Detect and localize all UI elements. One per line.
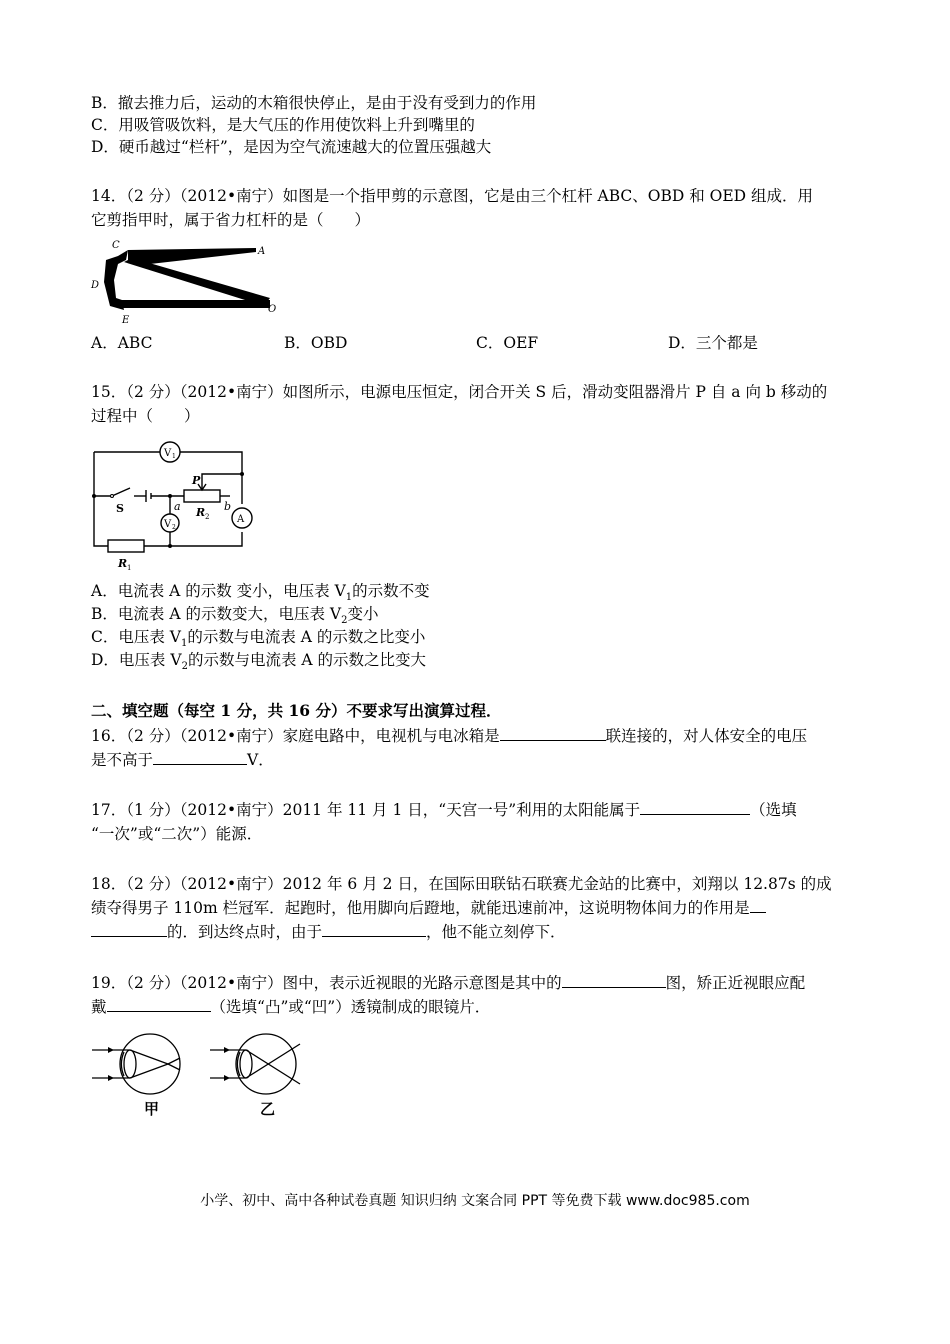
section-2-heading: 二、填空题（每空 1 分，共 16 分）不要求写出演算过程．	[91, 701, 502, 720]
svg-text:1: 1	[127, 564, 132, 572]
q18-line1: 18．（2 分）（2012•南宁）2012 年 6 月 2 日，在国际田联钻石联赛尤金站的比赛中，刘翔以 12.87s 的成	[91, 875, 832, 893]
q18-blank-2[interactable]	[322, 921, 426, 937]
clipper-label-o: O	[268, 304, 277, 315]
nail-clipper-figure	[88, 238, 288, 326]
q16-line2: 是不高于 V．	[91, 751, 274, 769]
q14-option-c: C．OEF	[476, 334, 539, 352]
q19-blank-2[interactable]	[107, 996, 211, 1012]
q18-line3: 的．到达终点时，由于 ，他不能立刻停下．	[91, 921, 566, 943]
q15-option-a: A．电流表 A 的示数 变小，电压表 $V_1$的示数不变	[91, 582, 430, 604]
q17-blank-1[interactable]	[640, 799, 750, 815]
q13-option-d: D．硬币越过“栏杆”，是因为空气流速越大的位置压强越大	[91, 138, 492, 156]
ammeter-label: A	[237, 514, 245, 525]
q16-line1: 16．（2 分）（2012•南宁）家庭电路中，电视机与电冰箱是 联连接的，对人体安全的电压	[91, 727, 808, 745]
q18-blank-1-start[interactable]	[750, 897, 766, 913]
r2-label: R	[196, 506, 206, 519]
q19-blank-1[interactable]	[562, 972, 666, 988]
svg-text:2: 2	[172, 524, 176, 531]
svg-text:2: 2	[205, 513, 210, 521]
q15-option-d: D．电压表 $V_2$的示数与电流表 A 的示数之比变大	[91, 651, 426, 673]
q16-blank-1[interactable]	[500, 725, 606, 741]
q15-option-c: C．电压表 $V_1$的示数与电流表 A 的示数之比变小	[91, 628, 426, 650]
q15-stem-line1: 15．（2 分）（2012•南宁）如图所示，电源电压恒定，闭合开关 S 后，滑动变阻器滑片 P 自 a 向 b 移动的	[91, 383, 828, 401]
v2-meter-label: V	[164, 519, 172, 530]
clipper-label-e: E	[122, 315, 130, 326]
eye-diagrams-figure	[88, 1028, 308, 1120]
v1-meter-label: V	[164, 448, 172, 459]
q17-line2: “一次”或“二次”）能源．	[91, 825, 263, 843]
eye-label-jia: 甲	[144, 1100, 160, 1118]
r1-label: R	[118, 557, 128, 570]
clipper-label-a: A	[258, 246, 266, 257]
switch-label: S	[116, 502, 124, 515]
q17-line1: 17．（1 分）（2012•南宁）2011 年 11 月 1 日，“天宫一号”利用的太阳能属于 （选填	[91, 801, 797, 819]
q18-blank-1-end[interactable]	[91, 921, 167, 937]
q13-option-b: B．撤去推力后，运动的木箱很快停止，是由于没有受到力的作用	[91, 94, 537, 112]
q14-stem-line2: 它剪指甲时，属于省力杠杆的是（ ）	[91, 211, 371, 229]
q15-stem-line2: 过程中（ ）	[91, 407, 200, 425]
eye-jia	[92, 1034, 180, 1094]
q14-option-b: B．OBD	[284, 334, 348, 352]
clipper-label-b: B	[152, 250, 160, 261]
q14-option-a: A．ABC	[91, 334, 153, 352]
clipper-label-c: C	[112, 240, 120, 251]
q15-option-b: B．电流表 A 的示数变大，电压表 $V_2$变小	[91, 605, 379, 627]
clipper-label-d: D	[91, 280, 100, 291]
eye-yi	[210, 1034, 300, 1094]
slider-label: P	[192, 474, 201, 487]
page-footer: 小学、初中、高中各种试卷真题 知识归纳 文案合同 PPT 等免费下载 www.doc985.com	[200, 1193, 750, 1209]
q18-line2: 绩夺得男子 110m 栏冠军．起跑时，他用脚向后蹬地，就能迅速前冲，这说明物体间力的作用是	[91, 897, 766, 919]
eye-label-yi: 乙	[260, 1100, 276, 1118]
svg-text:1: 1	[172, 453, 176, 460]
circuit-figure	[88, 436, 264, 572]
q14-option-d: D．三个都是	[668, 334, 758, 352]
end-b-label: b	[224, 500, 232, 513]
q19-line2: 戴 （选填“凸”或“凹”）透镜制成的眼镜片．	[91, 998, 491, 1016]
end-a-label: a	[174, 500, 181, 513]
q19-line1: 19．（2 分）（2012•南宁）图中，表示近视眼的光路示意图是其中的 图，矫正近视眼应配	[91, 974, 806, 992]
q14-stem-line1: 14．（2 分）（2012•南宁）如图是一个指甲剪的示意图，它是由三个杠杆 ABC、OBD 和 OED 组成．用	[91, 187, 814, 205]
q16-blank-2[interactable]	[153, 749, 247, 765]
q13-option-c: C．用吸管吸饮料，是大气压的作用使饮料上升到嘴里的	[91, 116, 475, 134]
